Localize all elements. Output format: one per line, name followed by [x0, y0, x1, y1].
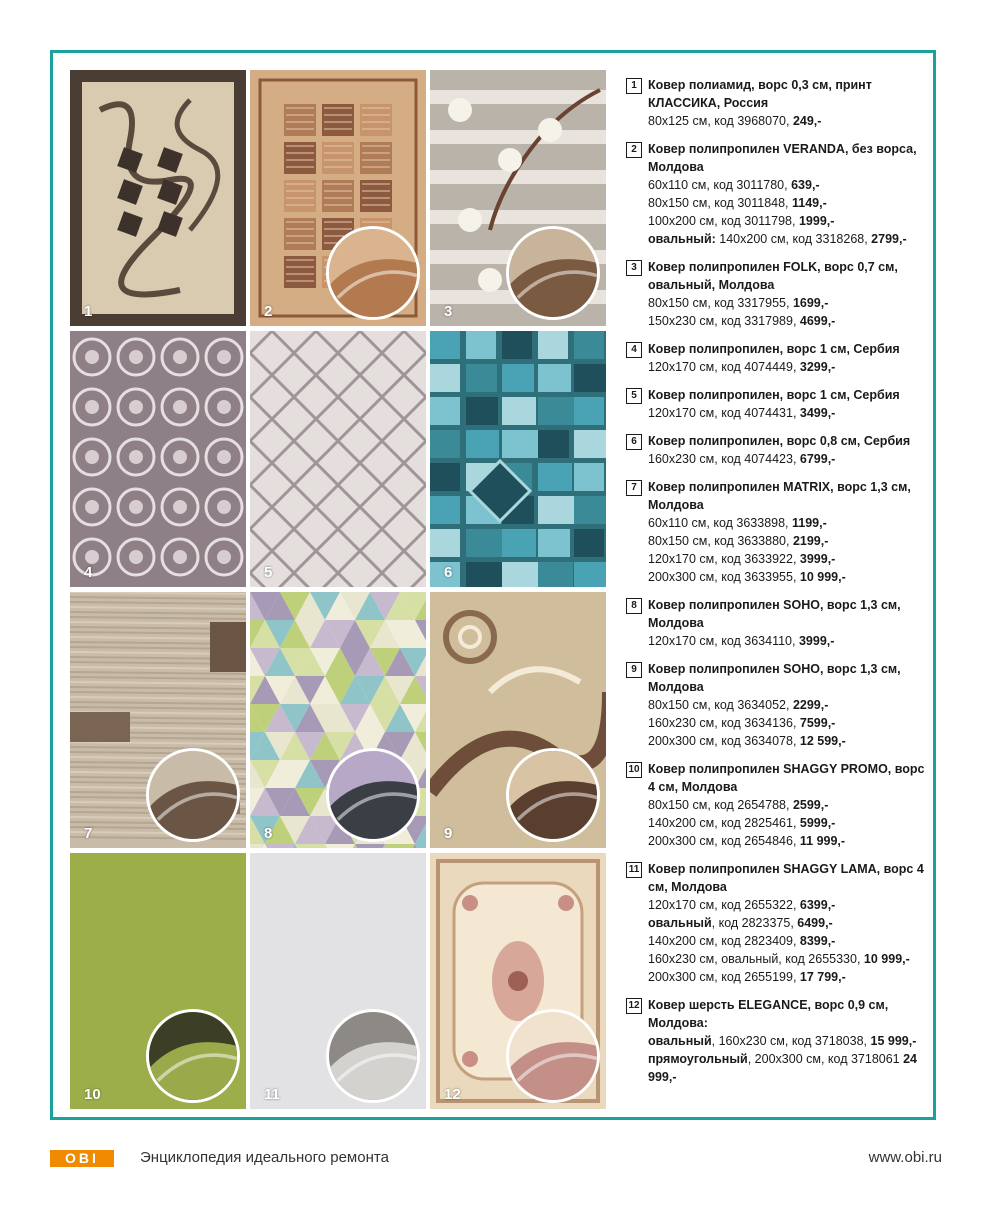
product-size-line: [648, 732, 926, 750]
rug-photo-number: 10: [84, 1086, 101, 1103]
product-number-badge: 3: [626, 260, 642, 276]
product-size-line: [648, 1050, 926, 1086]
price: 3499,-: [799, 406, 836, 420]
rug-closeup-image: [146, 1009, 240, 1103]
size-and-code: 200х300 см, код 3633955,: [648, 570, 800, 584]
product-item-7: [626, 478, 926, 586]
product-size-line: [648, 112, 926, 130]
size-and-code: 80х125 см, код 3968070,: [648, 114, 793, 128]
product-size-line: [648, 1032, 926, 1050]
product-number-badge: 7: [626, 480, 642, 496]
size-and-code: , 160х230 см, код 3718038,: [711, 1034, 871, 1048]
price: 1149,-: [792, 196, 827, 210]
product-number-badge: 5: [626, 388, 642, 404]
size-and-code: 160х230 см, код 4074423,: [648, 452, 800, 466]
price: 15 999,-: [870, 1034, 917, 1048]
product-title: Ковер полипропилен VERANDA, без ворса, Молдова: [648, 142, 917, 174]
price: 11 999,-: [799, 834, 846, 848]
product-size-line: [648, 404, 926, 422]
size-and-code: 80х150 см, код 2654788,: [648, 798, 793, 812]
price: 1699,-: [792, 296, 829, 310]
product-title: Ковер полипропилен SOHO, ворс 1,3 см, Молдова: [648, 598, 901, 630]
size-and-code: 140х200 см, код 2823409,: [648, 934, 800, 948]
product-title: Ковер полипропилен SHAGGY PROMO, ворс 4 см, Молдова: [648, 762, 925, 794]
rug-closeup-image: [506, 748, 600, 842]
rug-photo-number: 11: [264, 1086, 280, 1103]
product-number-badge: 9: [626, 662, 642, 678]
product-size-line: [648, 896, 926, 914]
rug-photo-7[interactable]: [70, 592, 246, 848]
product-size-line: [648, 358, 926, 376]
price: 6499,-: [797, 916, 833, 930]
product-number-badge: 6: [626, 434, 642, 450]
product-size-line: [648, 294, 926, 312]
product-size-line: [648, 950, 926, 968]
price: 10 999,-: [863, 952, 910, 966]
product-size-line: [648, 568, 926, 586]
product-title: Ковер полипропилен, ворс 1 см, Сербия: [648, 388, 900, 402]
price: 1999,-: [798, 214, 835, 228]
price: 6799,-: [799, 452, 836, 466]
rug-photo-number: 12: [444, 1086, 461, 1103]
product-title: Ковер полипропилен, ворс 1 см, Сербия: [648, 342, 900, 356]
rug-photo-number: 8: [264, 825, 273, 842]
size-and-code: 200х300 см, код 2655199,: [648, 970, 800, 984]
price: 7599,-: [799, 716, 836, 730]
product-item-10: [626, 760, 926, 850]
product-size-line: [648, 532, 926, 550]
rug-closeup-image: [146, 748, 240, 842]
size-and-code: 100х200 см, код 3011798,: [648, 214, 799, 228]
product-title: Ковер полипропилен MATRIX, ворс 1,3 см, Молдова: [648, 480, 911, 512]
product-size-line: [648, 814, 926, 832]
rug-photo-grid: [70, 70, 606, 1110]
product-size-line: [648, 968, 926, 986]
size-and-code: 150х230 см, код 3317989,: [648, 314, 800, 328]
page-footer: [50, 1148, 946, 1172]
rug-photo-6[interactable]: [430, 331, 606, 587]
rug-photo-2[interactable]: [250, 70, 426, 326]
size-and-code: 160х230 см, овальный, код 2655330,: [648, 952, 864, 966]
shape-label: овальный: [648, 1034, 712, 1048]
rug-photo-number: 5: [264, 564, 273, 581]
rug-closeup-image: [506, 226, 600, 320]
size-and-code: 120х170 см, код 2655322,: [648, 898, 800, 912]
rug-photo-1[interactable]: [70, 70, 246, 326]
product-size-line: [648, 832, 926, 850]
product-title: Ковер полипропилен SHAGGY LAMA, ворс 4 см, Молдова: [648, 862, 924, 894]
product-number-badge: 10: [626, 762, 642, 778]
rug-photo-number: 4: [84, 564, 93, 581]
product-size-line: [648, 550, 926, 568]
product-item-1: [626, 76, 926, 130]
size-and-code: , код 2823375,: [711, 916, 798, 930]
rug-image: [430, 331, 606, 587]
price: 6399,-: [799, 898, 836, 912]
price: 639,-: [791, 178, 820, 192]
product-item-3: [626, 258, 926, 330]
rug-photo-9[interactable]: [430, 592, 606, 848]
price: 10 999,-: [799, 570, 846, 584]
rug-photo-11[interactable]: [250, 853, 426, 1109]
rug-photo-3[interactable]: [430, 70, 606, 326]
product-item-11: [626, 860, 926, 986]
shape-label: овальный: [648, 916, 712, 930]
product-size-line: [648, 194, 926, 212]
product-size-line: [648, 212, 926, 230]
product-size-line: [648, 514, 926, 532]
size-and-code: 120х170 см, код 3634110,: [648, 634, 799, 648]
price: 1199,-: [792, 516, 827, 530]
product-title: Ковер полиамид, ворс 0,3 см, принт КЛАССИКА, Россия: [648, 78, 872, 110]
size-and-code: 160х230 см, код 3634136,: [648, 716, 800, 730]
product-item-8: [626, 596, 926, 650]
product-size-line: [648, 176, 926, 194]
product-size-line: [648, 450, 926, 468]
price: 24 999,-: [648, 1052, 917, 1084]
size-and-code: , 200х300 см, код 3718061: [747, 1052, 904, 1066]
product-size-line: [648, 714, 926, 732]
price: 2299,-: [792, 698, 829, 712]
product-list: [626, 76, 926, 1096]
rug-photo-number: 9: [444, 825, 453, 842]
price: 12 599,-: [799, 734, 846, 748]
rug-photo-number: 7: [84, 825, 93, 842]
rug-closeup-image: [326, 1009, 420, 1103]
rug-photo-5[interactable]: [250, 331, 426, 587]
size-and-code: 80х150 см, код 3317955,: [648, 296, 793, 310]
rug-closeup-image: [326, 748, 420, 842]
price: 17 799,-: [799, 970, 846, 984]
product-number-badge: 2: [626, 142, 642, 158]
size-and-code: 120х170 см, код 4074449,: [648, 360, 800, 374]
rug-closeup-image: [326, 226, 420, 320]
product-size-line: [648, 312, 926, 330]
footer-url[interactable]: www.obi.ru: [868, 1149, 942, 1166]
price: 2199,-: [792, 534, 829, 548]
price: 4699,-: [799, 314, 836, 328]
price: 2799,-: [871, 232, 907, 246]
price: 249,-: [792, 114, 822, 128]
product-number-badge: 11: [626, 862, 642, 878]
product-title: Ковер полипропилен, ворс 0,8 см, Сербия: [648, 434, 911, 448]
footer-tagline: Энциклопедия идеального ремонта: [140, 1149, 389, 1166]
rug-closeup-image: [506, 1009, 600, 1103]
product-number-badge: 4: [626, 342, 642, 358]
rug-photo-4[interactable]: [70, 331, 246, 587]
size-and-code: 80х150 см, код 3634052,: [648, 698, 793, 712]
size-and-code: 60х110 см, код 3011780,: [648, 178, 792, 192]
size-and-code: 80х150 см, код 3011848,: [648, 196, 793, 210]
price: 3999,-: [798, 634, 835, 648]
rug-image: [250, 331, 426, 587]
product-item-2: [626, 140, 926, 248]
product-title: Ковер полипропилен FOLK, ворс 0,7 см, овальный, Молдова: [648, 260, 898, 292]
product-title: Ковер шерсть ELEGANCE, ворс 0,9 см, Молдова:: [648, 998, 889, 1030]
size-and-code: 200х300 см, код 3634078,: [648, 734, 800, 748]
rug-image: [70, 70, 246, 326]
product-size-line: [648, 914, 926, 932]
shape-label: овальный:: [648, 232, 720, 246]
size-and-code: 200х300 см, код 2654846,: [648, 834, 800, 848]
product-item-6: [626, 432, 926, 468]
product-item-9: [626, 660, 926, 750]
rug-photo-8[interactable]: [250, 592, 426, 848]
size-and-code: 60х110 см, код 3633898,: [648, 516, 793, 530]
size-and-code: 80х150 см, код 3633880,: [648, 534, 793, 548]
obi-logo[interactable]: OBI: [50, 1150, 114, 1167]
product-item-5: [626, 386, 926, 422]
product-item-4: [626, 340, 926, 376]
rug-photo-number: 6: [444, 564, 453, 581]
rug-photo-number: 2: [264, 303, 273, 320]
product-number-badge: 12: [626, 998, 642, 1014]
product-number-badge: 8: [626, 598, 642, 614]
price: 5999,-: [799, 816, 836, 830]
size-and-code: 120х170 см, код 3633922,: [648, 552, 800, 566]
product-item-12: [626, 996, 926, 1086]
rug-photo-10[interactable]: [70, 853, 246, 1109]
size-and-code: 120х170 см, код 4074431,: [648, 406, 800, 420]
rug-image: [70, 331, 246, 587]
price: 3299,-: [799, 360, 836, 374]
price: 3999,-: [799, 552, 836, 566]
product-number-badge: 1: [626, 78, 642, 94]
shape-label: прямоугольный: [648, 1052, 748, 1066]
price: 8399,-: [799, 934, 836, 948]
size-and-code: 140х200 см, код 2825461,: [648, 816, 800, 830]
product-size-line: [648, 796, 926, 814]
price: 2599,-: [792, 798, 829, 812]
product-size-line: [648, 632, 926, 650]
product-title: Ковер полипропилен SOHO, ворс 1,3 см, Молдова: [648, 662, 901, 694]
rug-photo-number: 1: [84, 303, 93, 320]
product-size-line: [648, 230, 926, 248]
size-and-code: 140х200 см, код 3318268,: [719, 232, 872, 246]
product-size-line: [648, 696, 926, 714]
rug-photo-number: 3: [444, 303, 453, 320]
rug-photo-12[interactable]: [430, 853, 606, 1109]
product-size-line: [648, 932, 926, 950]
